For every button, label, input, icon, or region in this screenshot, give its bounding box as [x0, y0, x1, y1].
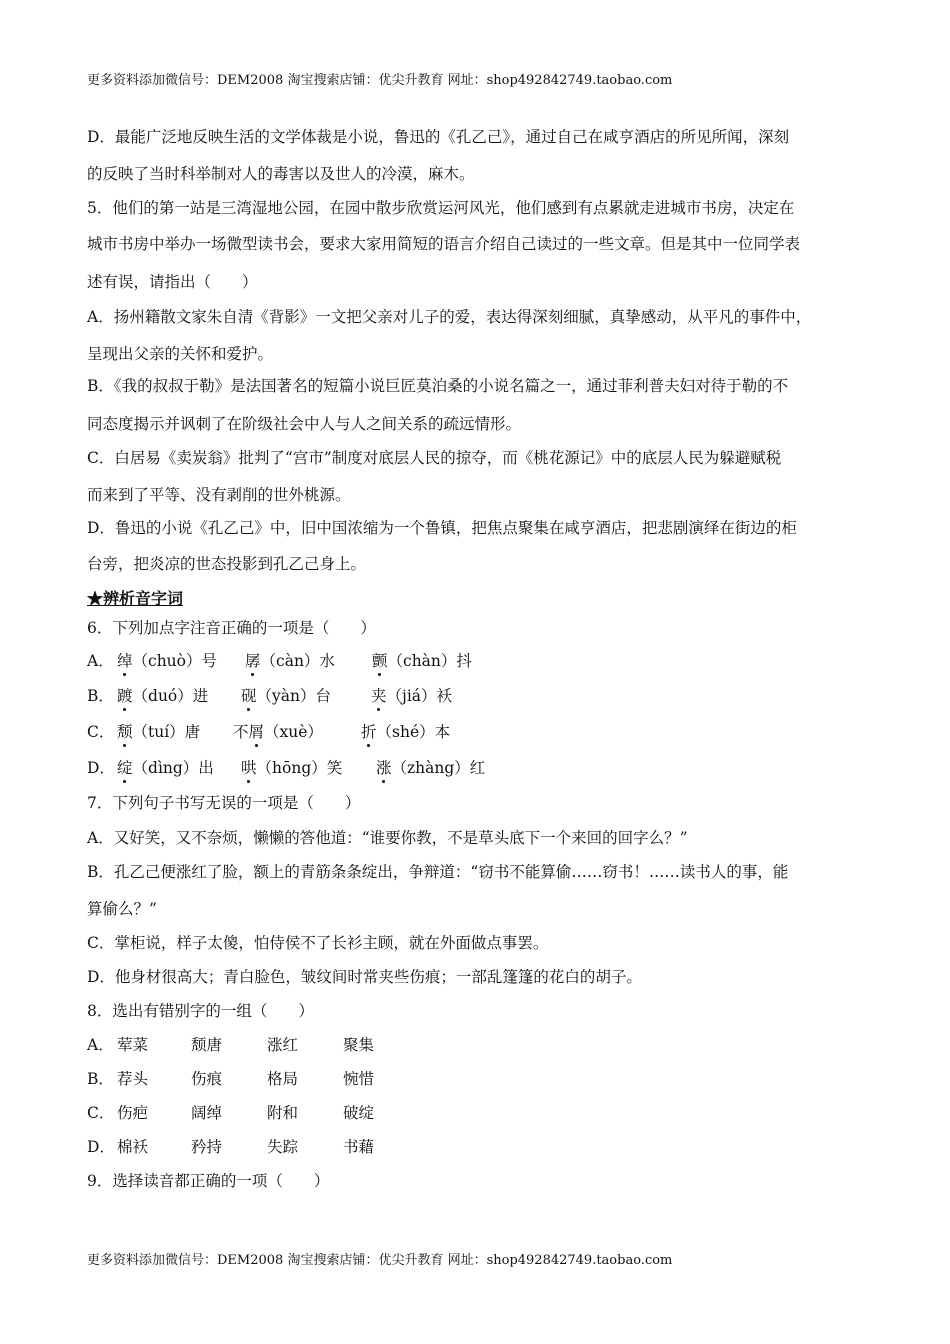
q5-stem-line-3: 述有误，请指出（ ） [87, 273, 258, 291]
q4-d-line-2: 的反映了当时科举制对人的毒害以及世人的冷漠，麻木。 [87, 165, 475, 183]
q5-option-c-line-1: C．白居易《卖炭翁》批判了“宫市”制度对底层人民的掠夺，而《桃花源记》中的底层人民为躲避赋税 [87, 449, 782, 467]
q7-option-c: C．掌柜说，样子太傻，怕侍侯不了长衫主顾，就在外面做点事罢。 [87, 934, 549, 952]
q5-option-b-line-2: 同态度揭示并讽刺了在阶级社会中人与人之间关系的疏远情形。 [87, 415, 522, 433]
q9-stem: 9．选择读音都正确的一项（ ） [87, 1172, 330, 1190]
page-footer: 更多资料添加微信号：DEM2008 淘宝搜索店铺：优尖升教育 网址：shop492842749.taobao.com [87, 1253, 673, 1268]
q4-d-line-1: D．最能广泛地反映生活的文学体裁是小说，鲁迅的《孔乙己》，通过自己在咸亨酒店的所见所闻，深刻 [87, 128, 790, 146]
section-title: ★辨析音字词 [87, 589, 184, 608]
q5-option-a-line-2: 呈现出父亲的关怀和爱护。 [87, 345, 274, 363]
q5-option-a-line-1: A．扬州籍散文家朱自清《背影》一文把父亲对儿子的爱，表达得深刻细腻，真挚感动，从平凡的事件中， [87, 308, 812, 326]
q5-option-c-line-2: 而来到了平等、没有剥削的世外桃源。 [87, 486, 351, 504]
q5-option-d-line-2: 台旁，把炎凉的世态投影到孔乙己身上。 [87, 555, 367, 573]
q8-stem: 8．选出有错别字的一组（ ） [87, 1002, 314, 1020]
q7-option-b-line-1: B．孔乙己便涨红了脸，额上的青筋条条绽出，争辩道：“窃书不能算偷……窃书！……读书人的事，能 [87, 863, 789, 881]
q7-stem: 7．下列句子书写无误的一项是（ ） [87, 794, 361, 812]
page-header: 更多资料添加微信号：DEM2008 淘宝搜索店铺：优尖升教育 网址：shop492842749.taobao.com [87, 73, 673, 88]
q5-option-b-line-1: B．《我的叔叔于勒》是法国著名的短篇小说巨匠莫泊桑的小说名篇之一，通过菲利普夫妇对待于勒的不 [87, 377, 789, 395]
q7-option-b-line-2: 算偷么？” [87, 900, 157, 918]
q7-option-a: A．又好笑，又不奈烦，懒懒的答他道：“谁要你教，不是草头底下一个来回的回字么？” [87, 829, 688, 847]
q5-option-d-line-1: D．鲁迅的小说《孔乙己》中，旧中国浓缩为一个鲁镇，把焦点聚集在咸亨酒店，把悲剧演绎在街边的柜 [87, 519, 797, 537]
q5-stem-line-2: 城市书房中举办一场微型读书会，要求大家用简短的语言介绍自己读过的一些文章。但是其中一位同学表 [87, 235, 801, 253]
q7-option-d: D．他身材很高大；青白脸色，皱纹间时常夹些伤痕；一部乱篷篷的花白的胡子。 [87, 968, 642, 986]
q6-stem: 6．下列加点字注音正确的一项是（ ） [87, 619, 376, 637]
q5-stem-line-1: 5．他们的第一站是三湾湿地公园，在园中散步欣赏运河风光，他们感到有点累就走进城市书房，决定在 [87, 199, 795, 217]
